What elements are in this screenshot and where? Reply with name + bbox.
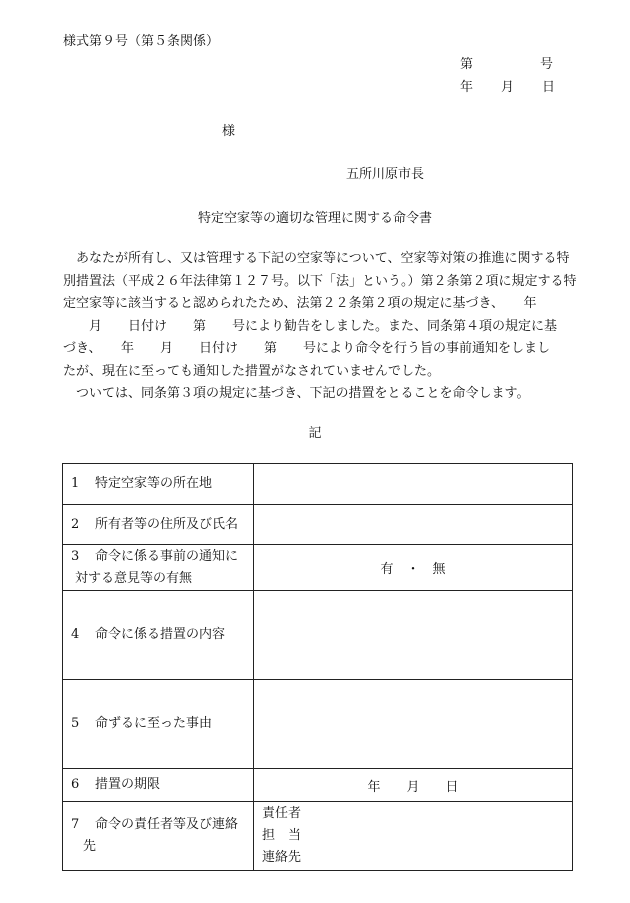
row-label: 4 命令に係る措置の内容 <box>63 591 254 680</box>
body-line: づき、 年 月 日付け 第 号により命令を行う旨の事前通知をしまし <box>63 341 550 356</box>
table-row <box>63 464 573 505</box>
document-title: 特定空家等の適切な管理に関する命令書 <box>197 211 432 226</box>
body-line: 別措置法（平成２６年法律第１２７号。以下「法」という。）第２条第２項に規定する特 <box>63 273 577 289</box>
table-row <box>63 591 573 680</box>
row-label: 1 特定空家等の所在地 <box>63 464 254 505</box>
reason-value[interactable] <box>254 680 573 769</box>
body-line: あなたが所有し、又は管理する下記の空家等について、空家等対策の推進に関する特 <box>63 251 570 266</box>
location-value[interactable] <box>254 464 573 505</box>
deadline-value[interactable]: 年 月 日 <box>254 769 573 802</box>
row-label: 7 命令の責任者等及び連絡 先 <box>63 802 254 871</box>
order-table <box>62 463 573 871</box>
body-line: 月 日付け 第 号により勧告をしました。また、同条第４項の規定に基 <box>63 318 558 334</box>
document-date-month: 月 <box>501 80 515 95</box>
body-line: 定空家等に該当すると認められたため、法第２２条第２項の規定に基づき、 年 <box>63 296 537 311</box>
form-number: 様式第９号（第５条関係） <box>63 34 220 49</box>
document-number-dai: 第 <box>460 57 474 72</box>
contact-person: 担 当 <box>262 828 302 843</box>
owner-value[interactable] <box>254 505 573 545</box>
opinion-value[interactable]: 有 ・ 無 <box>254 545 573 591</box>
document-date-year: 年 <box>460 80 474 95</box>
contact-value[interactable] <box>254 802 573 871</box>
issuer: 五所川原市長 <box>346 167 425 182</box>
body-line: たが、現在に至っても通知した措置がなされていませんでした。 <box>63 363 441 379</box>
body-line: ついては、同条第３項の規定に基づき、下記の措置をとることを命令します。 <box>63 386 530 401</box>
contact-info: 連絡先 <box>262 850 302 865</box>
table-row <box>63 680 573 769</box>
addressee: 様 <box>222 124 236 139</box>
document-date-day: 日 <box>542 80 556 95</box>
contact-responsible: 責任者 <box>262 806 302 821</box>
table-row <box>63 769 573 802</box>
document-number-go: 号 <box>540 57 554 72</box>
ki-heading: 記 <box>308 426 322 441</box>
row-label: 2 所有者等の住所及び氏名 <box>63 505 254 545</box>
row-label: 6 措置の期限 <box>63 769 254 802</box>
table-row <box>63 505 573 545</box>
row-label: 5 命ずるに至った事由 <box>63 680 254 769</box>
measure-content-value[interactable] <box>254 591 573 680</box>
body-text <box>63 248 577 406</box>
table-row <box>63 802 573 871</box>
row-label: 3 命令に係る事前の通知に 対する意見等の有無 <box>63 545 254 591</box>
table-row <box>63 545 573 591</box>
